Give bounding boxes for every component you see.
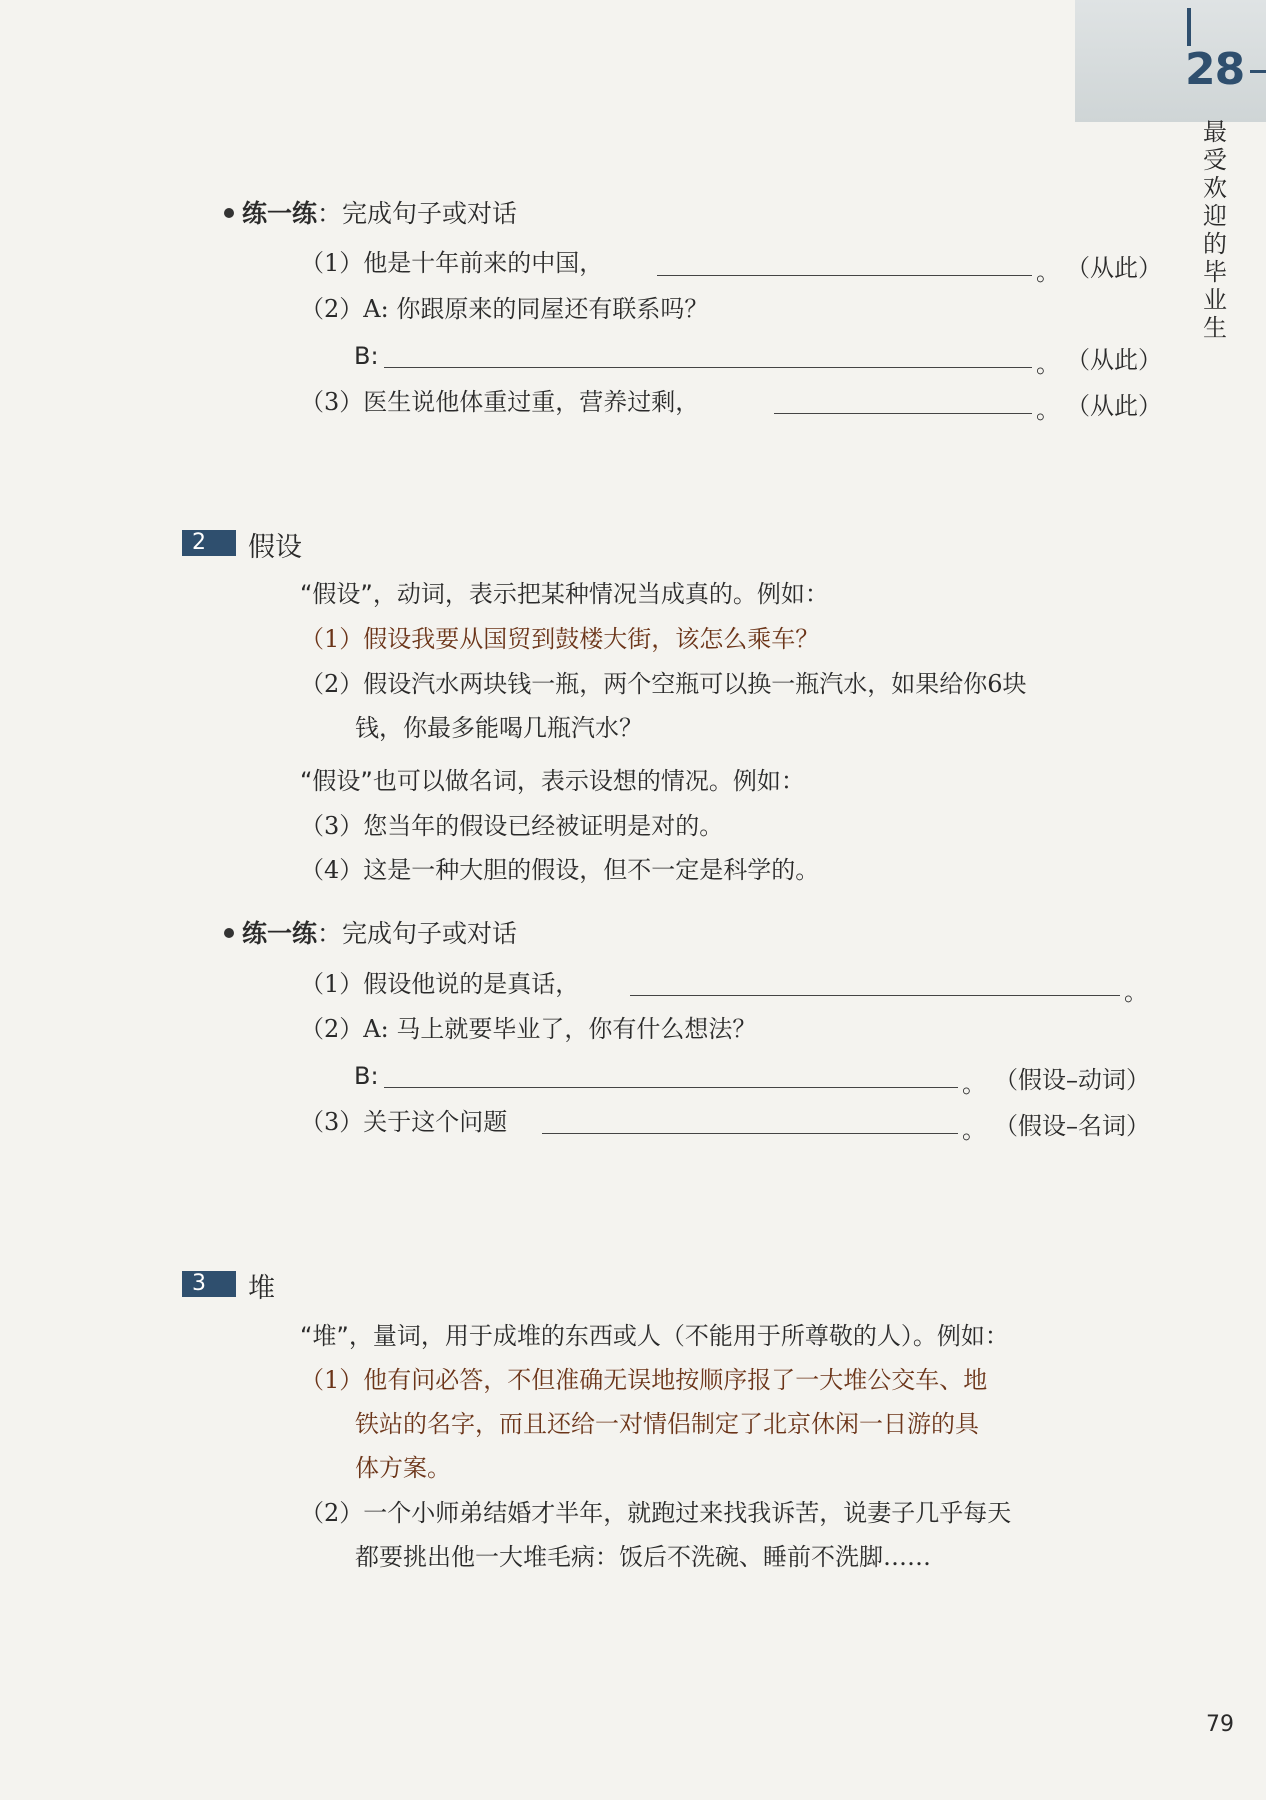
speaker-b: B: [354, 342, 379, 370]
example-sentence: （2）一个小师弟结婚才半年，就跑过来找我诉苦，说妻子几乎每天 [300, 1499, 1012, 1527]
example-sentence: （2）假设汽水两块钱一瓶，两个空瓶可以换一瓶汽水，如果给你6块 [300, 670, 1027, 698]
exercise-item: （1）他是十年前来的中国， [300, 249, 604, 277]
practice-instruction: ：完成句子或对话 [317, 919, 518, 948]
period: 。 [1036, 350, 1060, 378]
page-number: 79 [1206, 1712, 1234, 1737]
practice-heading [224, 914, 517, 950]
lesson-title-char: 的 [1203, 230, 1227, 258]
exercise-item: （2）A: 你跟原来的同屋还有联系吗？ [300, 295, 709, 323]
lesson-title [1199, 118, 1231, 342]
exercise-item: （3）关于这个问题 [300, 1108, 508, 1136]
example-sentence-cont: 体方案。 [355, 1454, 451, 1482]
example-sentence: （1）假设我要从国贸到鼓楼大街，该怎么乘车？ [300, 625, 820, 653]
period: 。 [962, 1116, 986, 1144]
answer-blank[interactable] [542, 1133, 958, 1134]
section-title: 堆 [248, 1273, 275, 1304]
header-bar [1187, 8, 1191, 46]
period: 。 [962, 1070, 986, 1098]
lesson-title-char: 生 [1203, 314, 1227, 342]
bullet-icon [224, 928, 234, 938]
answer-blank[interactable] [384, 1087, 958, 1088]
period: 。 [1124, 978, 1148, 1006]
period: 。 [1036, 258, 1060, 286]
answer-blank[interactable] [630, 995, 1120, 996]
practice-instruction: ：完成句子或对话 [317, 199, 518, 228]
example-sentence-cont: 铁站的名字，而且还给一对情侣制定了北京休闲一日游的具 [355, 1410, 979, 1438]
example-sentence: （3）您当年的假设已经被证明是对的。 [300, 812, 724, 840]
hint-word: （从此） [1066, 254, 1162, 282]
section-number-badge: 3 [182, 1271, 236, 1297]
speaker-b: B: [354, 1062, 379, 1090]
answer-blank[interactable] [384, 367, 1032, 368]
lesson-title-char: 业 [1203, 286, 1227, 314]
lesson-number: 28 [1185, 44, 1245, 95]
hint-word: （从此） [1066, 392, 1162, 420]
exercise-item: （3）医生说他体重过重，营养过剩， [300, 388, 700, 416]
answer-blank[interactable] [774, 413, 1032, 414]
lesson-title-char: 受 [1203, 146, 1227, 174]
hint-word: （从此） [1066, 346, 1162, 374]
grammar-explanation: “假设”，动词，表示把某种情况当成真的。例如： [300, 580, 829, 608]
practice-label: 练一练 [242, 919, 318, 948]
lesson-title-char: 最 [1203, 118, 1227, 146]
bullet-icon [224, 208, 234, 218]
example-sentence: （4）这是一种大胆的假设，但不一定是科学的。 [300, 856, 820, 884]
section-title: 假设 [248, 532, 302, 563]
exercise-item: （2）A: 马上就要毕业了，你有什么想法？ [300, 1015, 757, 1043]
answer-blank[interactable] [657, 275, 1032, 276]
header-dash [1250, 70, 1266, 73]
lesson-title-char: 毕 [1203, 258, 1227, 286]
example-sentence-cont: 钱，你最多能喝几瓶汽水？ [355, 714, 643, 742]
example-sentence: （1）他有问必答，不但准确无误地按顺序报了一大堆公交车、地 [300, 1366, 988, 1394]
practice-label: 练一练 [242, 199, 318, 228]
lesson-title-char: 欢 [1203, 174, 1227, 202]
exercise-item: （1）假设他说的是真话， [300, 970, 580, 998]
section-number-badge: 2 [182, 530, 236, 556]
lesson-title-char: 迎 [1203, 202, 1227, 230]
example-sentence-cont: 都要挑出他一大堆毛病：饭后不洗碗、睡前不洗脚…… [355, 1543, 931, 1571]
grammar-explanation: “假设”也可以做名词，表示设想的情况。例如： [300, 767, 805, 795]
practice-heading [224, 194, 517, 230]
hint-word: （假设–动词） [994, 1066, 1150, 1094]
period: 。 [1036, 396, 1060, 424]
grammar-explanation: “堆”，量词，用于成堆的东西或人（不能用于所尊敬的人）。例如： [300, 1322, 1009, 1350]
hint-word: （假设–名词） [994, 1112, 1150, 1140]
